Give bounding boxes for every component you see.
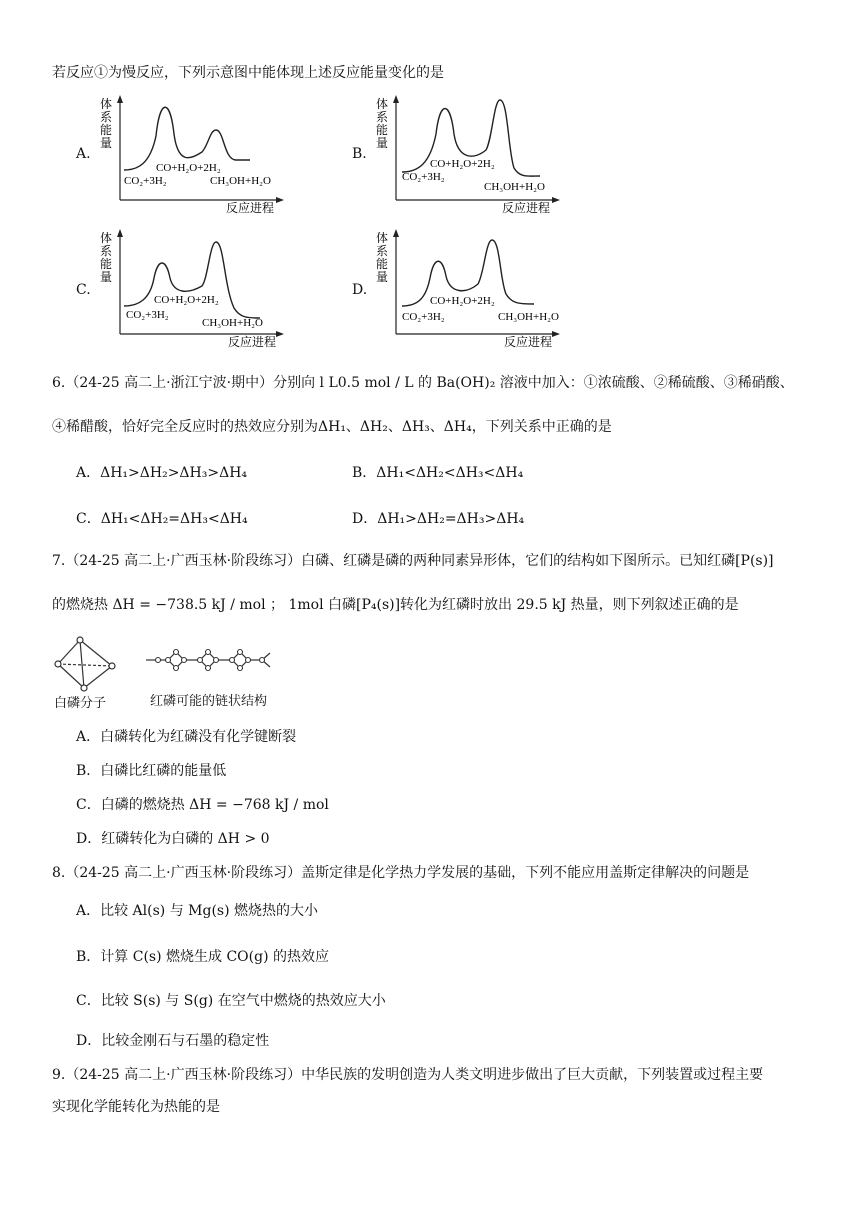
q8-option-d[interactable]: D．比较金刚石与石墨的稳定性 bbox=[76, 1033, 270, 1049]
product-c: CH₃OH+H₂O bbox=[202, 317, 263, 329]
q5-option-a-label[interactable]: A. bbox=[76, 146, 91, 162]
q5-option-d-label[interactable]: D. bbox=[352, 282, 368, 298]
reactant-d: CO₂+3H₂ bbox=[402, 311, 445, 323]
product-b: CH₃OH+H₂O bbox=[484, 181, 545, 193]
xlabel-b: 反应进程 bbox=[502, 201, 551, 215]
product-d: CH₃OH+H₂O bbox=[498, 311, 559, 323]
ylabel-d-3: 能 bbox=[376, 257, 389, 271]
xlabel-c: 反应进程 bbox=[228, 335, 277, 349]
q6-option-a[interactable]: A．ΔH₁>ΔH₂>ΔH₃>ΔH₄ bbox=[76, 465, 248, 481]
ylabel-d-4: 量 bbox=[376, 270, 389, 284]
q8-stem: 8.（24-25 高二上·广西玉林·阶段练习）盖斯定律是化学热力学发展的基础，下列不能应用盖斯定律解决的问题是 bbox=[52, 865, 750, 881]
q7-option-c[interactable]: C．白磷的燃烧热 ΔH = −768 kJ / mol bbox=[76, 797, 329, 813]
q5-stem: 若反应①为慢反应，下列示意图中能体现上述反应能量变化的是 bbox=[52, 65, 444, 81]
q5-diagram-d bbox=[374, 228, 564, 350]
ylabel-a-2: 系 bbox=[100, 110, 113, 124]
q8-option-a[interactable]: A．比较 Al(s) 与 Mg(s) 燃烧热的大小 bbox=[76, 903, 319, 919]
ylabel-a-3: 能 bbox=[100, 123, 113, 137]
q6-option-c[interactable]: C．ΔH₁<ΔH₂=ΔH₃<ΔH₄ bbox=[76, 511, 248, 527]
ylabel-a-1: 体 bbox=[100, 97, 113, 111]
q5-diagram-c bbox=[98, 228, 288, 350]
reactant-c: CO₂+3H₂ bbox=[126, 309, 169, 321]
mid-species-d: CO+H₂O+2H₂ bbox=[430, 295, 495, 307]
q9-stem-line2: 实现化学能转化为热能的是 bbox=[52, 1099, 220, 1115]
q7-stem-line1: 7.（24-25 高二上·广西玉林·阶段练习）白磷、红磷是磷的两种同素异形体，它们的结构如下图所示。已知红磷[P(s)] bbox=[52, 553, 774, 569]
red-phosphorus-chain-figure bbox=[144, 646, 280, 674]
q6-stem-line1: 6.（24-25 高二上·浙江宁波·期中）分别向 l L0.5 mol / L 的 Ba(OH)₂ 溶液中加入：①浓硫酸、②稀硫酸、③稀硝酸、 bbox=[52, 375, 794, 391]
ylabel-c-4: 量 bbox=[100, 270, 113, 284]
mid-species-c: CO+H₂O+2H₂ bbox=[154, 294, 219, 306]
q6-option-b[interactable]: B．ΔH₁<ΔH₂<ΔH₃<ΔH₄ bbox=[352, 465, 524, 481]
ylabel-c-3: 能 bbox=[100, 257, 113, 271]
q5-diagram-a bbox=[98, 94, 288, 216]
xlabel-d: 反应进程 bbox=[504, 335, 553, 349]
ylabel-c-2: 系 bbox=[100, 244, 113, 258]
ylabel-d-1: 体 bbox=[376, 231, 389, 245]
q6-stem-line2: ④稀醋酸，恰好完全反应时的热效应分别为ΔH₁、ΔH₂、ΔH₃、ΔH₄，下列关系中正确的是 bbox=[52, 419, 612, 435]
q5-option-c-label[interactable]: C. bbox=[76, 282, 91, 298]
red-phosphorus-label: 红磷可能的链状结构 bbox=[150, 694, 268, 709]
q7-option-d[interactable]: D．红磷转化为白磷的 ΔH > 0 bbox=[76, 831, 270, 847]
ylabel-b-1: 体 bbox=[376, 97, 389, 111]
white-phosphorus-label: 白磷分子 bbox=[54, 696, 107, 711]
mid-species-b: CO+H₂O+2H₂ bbox=[430, 158, 495, 170]
product-a: CH₃OH+H₂O bbox=[210, 175, 271, 187]
ylabel-c-1: 体 bbox=[100, 231, 113, 245]
ylabel-b-3: 能 bbox=[376, 123, 389, 137]
ylabel-b-2: 系 bbox=[376, 110, 389, 124]
q7-stem-line2: 的燃烧热 ΔH = −738.5 kJ / mol ； 1mol 白磷[P₄(s)]转化为红磷时放出 29.5 kJ 热量，则下列叙述正确的是 bbox=[52, 597, 739, 613]
ylabel-b-4: 量 bbox=[376, 136, 389, 150]
q9-stem-line1: 9.（24-25 高二上·广西玉林·阶段练习）中华民族的发明创造为人类文明进步做出了巨大贡献，下列装置或过程主要 bbox=[52, 1067, 764, 1083]
ylabel-a-4: 量 bbox=[100, 136, 113, 150]
ylabel-d-2: 系 bbox=[376, 244, 389, 258]
mid-species-a: CO+H₂O+2H₂ bbox=[156, 162, 221, 174]
q7-option-a[interactable]: A．白磷转化为红磷没有化学键断裂 bbox=[76, 729, 297, 745]
q5-diagram-b bbox=[374, 94, 564, 216]
q8-option-c[interactable]: C．比较 S(s) 与 S(g) 在空气中燃烧的热效应大小 bbox=[76, 993, 386, 1009]
q6-option-d[interactable]: D．ΔH₁>ΔH₂=ΔH₃>ΔH₄ bbox=[352, 511, 525, 527]
q7-option-b[interactable]: B．白磷比红磷的能量低 bbox=[76, 763, 227, 779]
xlabel-a: 反应进程 bbox=[226, 201, 275, 215]
q5-option-b-label[interactable]: B. bbox=[352, 146, 367, 162]
q8-option-b[interactable]: B．计算 C(s) 燃烧生成 CO(g) 的热效应 bbox=[76, 949, 329, 965]
reactant-a: CO₂+3H₂ bbox=[124, 175, 167, 187]
reactant-b: CO₂+3H₂ bbox=[402, 171, 445, 183]
